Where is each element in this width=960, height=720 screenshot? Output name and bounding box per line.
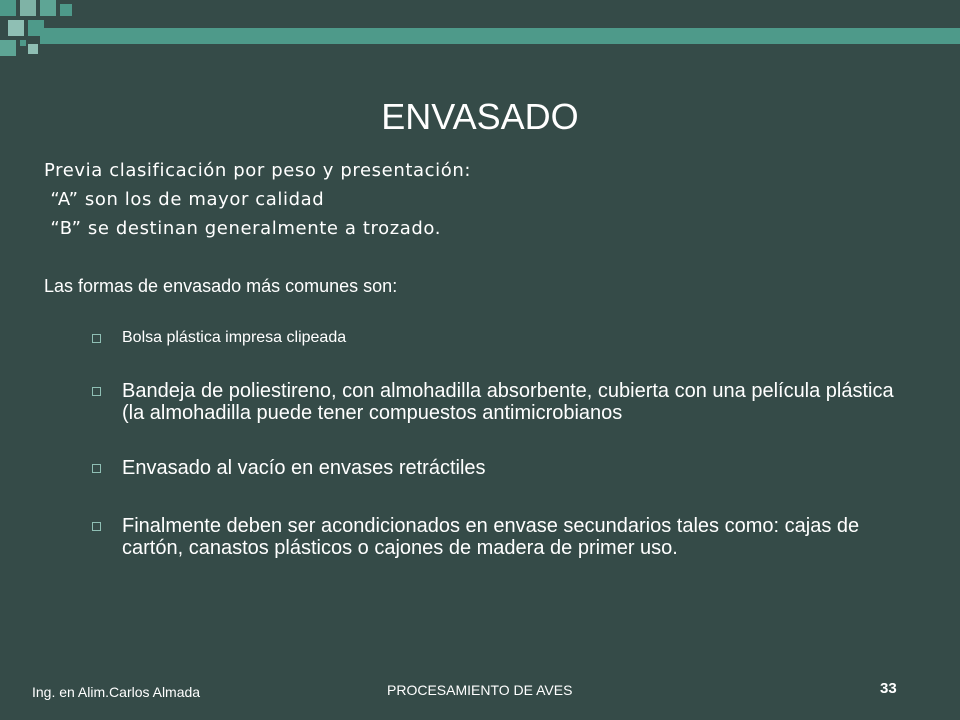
list-item: [92, 515, 912, 559]
header-decoration-bar: [40, 28, 960, 44]
footer-author: Ing. en Alim.Carlos Almada: [32, 684, 201, 700]
list-item: [92, 328, 912, 348]
square-bullet-icon: [92, 464, 101, 473]
intro-line: “B” se destinan generalmente a trozado.: [44, 218, 442, 239]
bullet-text: Bandeja de poliestireno, con almohadilla absorbente, cubierta con una película plástica (la almohadilla puede tener compuestos antimicrobianos: [122, 380, 894, 424]
intro-line: Previa clasificación por peso y presentación:: [44, 160, 472, 181]
slide-title: ENVASADO: [381, 96, 579, 137]
decoration-square: [28, 44, 38, 54]
forms-heading: Las formas de envasado más comunes son:: [44, 276, 398, 296]
intro-line: “A” son los de mayor calidad: [44, 189, 325, 210]
decoration-square: [0, 40, 16, 56]
intro-text: [44, 156, 924, 243]
decoration-square: [60, 4, 72, 16]
page-number: 33: [880, 680, 897, 697]
bullet-list: [92, 322, 912, 559]
list-item: [92, 380, 912, 424]
decoration-square: [20, 0, 36, 16]
decoration-square: [0, 0, 16, 16]
decoration-square: [28, 20, 44, 36]
bullet-text: Bolsa plástica impresa clipeada: [122, 329, 347, 346]
decoration-square: [40, 0, 56, 16]
list-item: [92, 457, 912, 479]
decoration-square: [20, 40, 26, 46]
bullet-text: Finalmente deben ser acondicionados en envase secundarios tales como: cajas de cartón, canastos plásticos o cajones de madera de primer uso.: [122, 515, 860, 559]
decoration-square: [8, 20, 24, 36]
footer-course: PROCESAMIENTO DE AVES: [387, 682, 573, 698]
square-bullet-icon: [92, 334, 101, 343]
square-bullet-icon: [92, 522, 101, 531]
square-bullet-icon: [92, 387, 101, 396]
bullet-text: Envasado al vacío en envases retráctiles: [122, 457, 486, 479]
